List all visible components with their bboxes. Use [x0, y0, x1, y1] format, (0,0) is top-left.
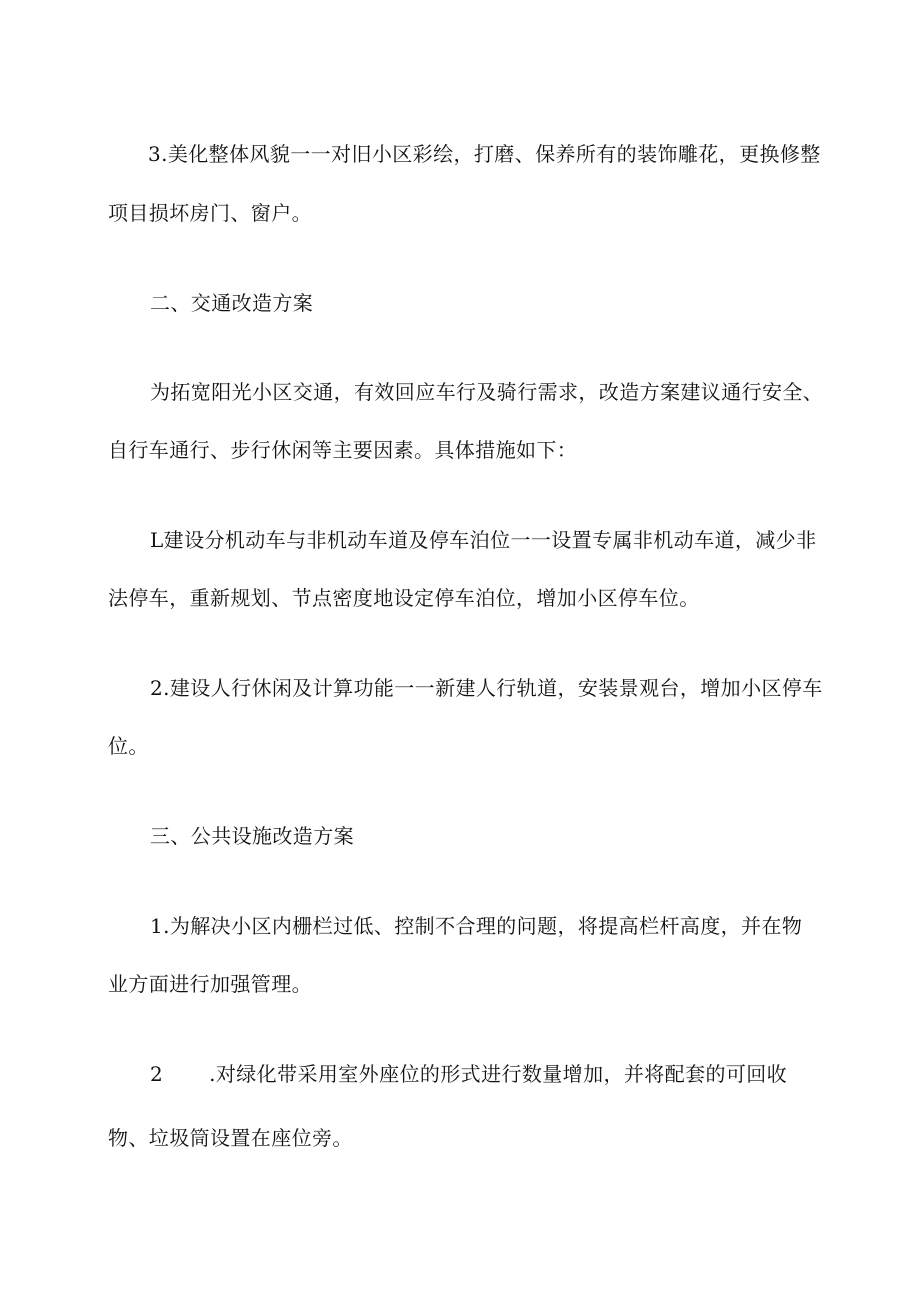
- facilities-item-2-number: 2: [150, 1062, 164, 1086]
- facilities-item-1-line-1: 1.为解决小区内栅栏过低、控制不合理的问题，将提高栏杆高度，并在物: [150, 914, 803, 938]
- facilities-item-2-line-2: 物、垃圾筒设置在座位旁。: [108, 1126, 353, 1150]
- facilities-item-2-text: .对绿化带采用室外座位的形式进行数量增加，并将配套的可回收: [209, 1062, 788, 1086]
- traffic-item-1-line-2: 法停车，重新规划、节点密度地设定停车泊位，增加小区停车位。: [108, 586, 700, 610]
- traffic-item-1-line-1: L建设分机动车与非机动车道及停车泊位一一设置专属非机动车道，减少非: [150, 528, 817, 552]
- traffic-item-2-line-2: 位。: [108, 734, 149, 758]
- paragraph-3-line-1: 3.美化整体风貌一一对旧小区彩绘，打磨、保养所有的装饰雕花，更换修整: [148, 142, 821, 166]
- facilities-item-1-line-2: 业方面进行加强管理。: [108, 972, 312, 996]
- section-heading-traffic: 二、交通改造方案: [150, 291, 314, 315]
- facilities-item-2-line-1: [150, 1060, 787, 1088]
- section-heading-facilities: 三、公共设施改造方案: [150, 824, 354, 848]
- traffic-intro-line-2: 自行车通行、步行休闲等主要因素。具体措施如下：: [108, 438, 578, 462]
- traffic-item-2-line-1: 2.建设人行休闲及计算功能一一新建人行轨道，安装景观台，增加小区停车: [150, 676, 823, 700]
- paragraph-3-line-2: 项目损坏房门、窗户。: [108, 201, 312, 225]
- traffic-intro-line-1: 为拓宽阳光小区交通，有效回应车行及骑行需求，改造方案建议通行安全、: [150, 380, 824, 404]
